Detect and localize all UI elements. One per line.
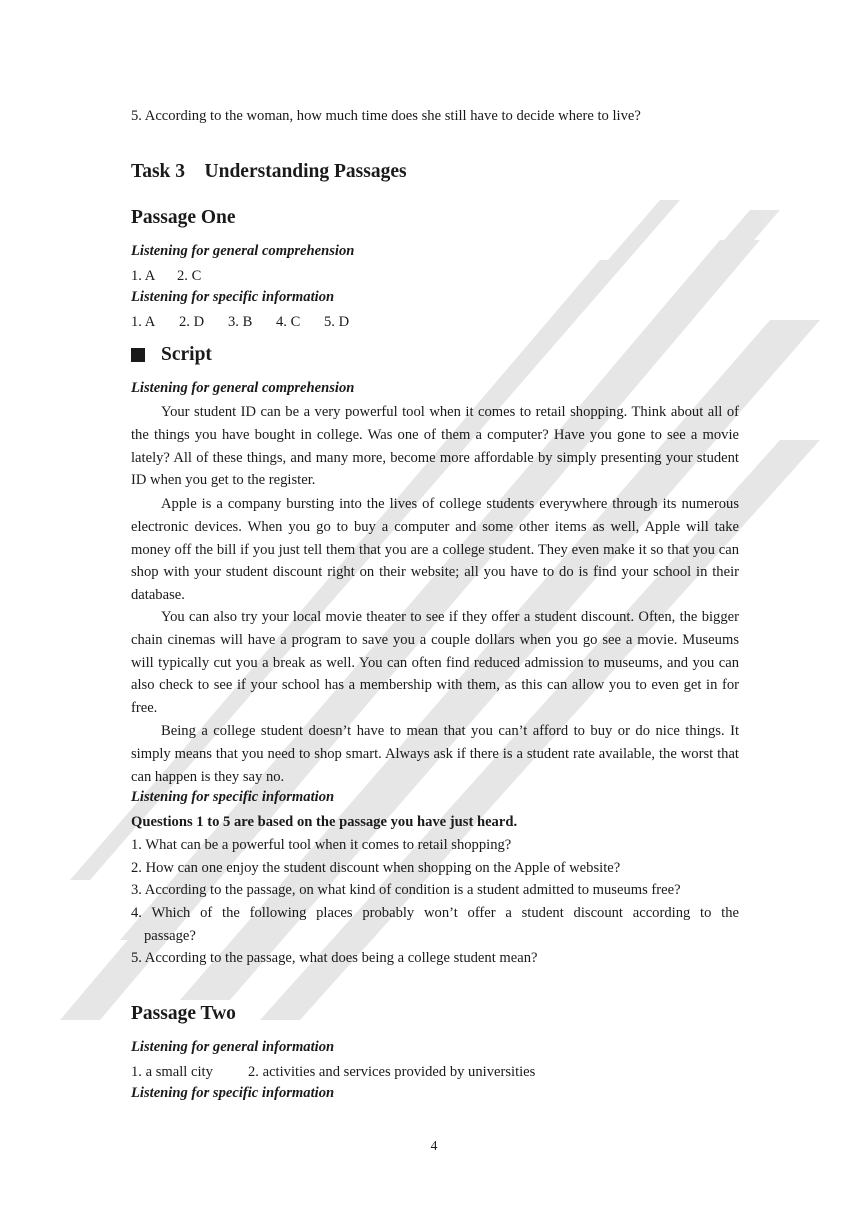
answer: 2. D	[179, 314, 205, 330]
square-bullet-icon	[131, 348, 145, 362]
answer: 1. a small city	[131, 1064, 213, 1080]
question-3: 3. According to the passage, on what kind of condition is a student admitted to museums free?	[131, 882, 681, 898]
answer: 2. activities and services provided by universities	[248, 1064, 536, 1080]
question-1: 1. What can be a powerful tool when it comes to retail shopping?	[131, 837, 512, 853]
script-general-label: Listening for general comprehension	[131, 380, 355, 396]
script-paragraph-3: You can also try your local movie theater to see if they offer a student discount. Often, the bigger chain cinemas will have a program to save you a couple dollars when you go see a movie. Museums will typically cut you a break as well. You can often find reduced admission to museums, and you can also check to see if your school has a membership with them, as this can allow you to even get in for free.	[131, 609, 739, 717]
question-4: 4. Which of the following places probably won’t offer a student discount according to the passage?	[131, 905, 739, 944]
question-2: 2. How can one enjoy the student discount when shopping on the Apple of website?	[131, 860, 621, 876]
prev-question-5: 5. According to the woman, how much time does she still have to decide where to live?	[131, 108, 641, 124]
script-heading-text: Script	[161, 344, 212, 365]
answer: 2. C	[177, 268, 202, 284]
answer: 1. A	[131, 268, 156, 284]
script-paragraph-4: Being a college student doesn’t have to mean that you can’t afford to buy or do nice things. It simply means that you need to shop smart. Always ask if there is a student rate available, the worst that can happen is they say no.	[131, 723, 739, 785]
p1-general-label: Listening for general comprehension	[131, 243, 355, 259]
p1-specific-answers	[131, 311, 349, 334]
questions-intro: Questions 1 to 5 are based on the passage you have just heard.	[131, 814, 518, 830]
answer: 4. C	[276, 314, 301, 330]
p2-general-label: Listening for general information	[131, 1039, 335, 1055]
p2-general-answers	[131, 1061, 535, 1084]
passage-two-heading: Passage Two	[131, 1003, 236, 1024]
script-specific-label: Listening for specific information	[131, 789, 335, 805]
question-5: 5. According to the passage, what does being a college student mean?	[131, 950, 538, 966]
p1-specific-label: Listening for specific information	[131, 289, 335, 305]
answer: 1. A	[131, 314, 156, 330]
task-heading: Task 3 Understanding Passages	[131, 161, 407, 182]
script-paragraph-2: Apple is a company bursting into the lives of college students everywhere through its numerous electronic devices. When you go to buy a computer and some other items as well, Apple will take money off the bill if you just tell them that you are a college student. They even make it so that you can shop with your student discount right on their website; all you have to do is find your school in their database.	[131, 496, 739, 604]
script-paragraph-1: Your student ID can be a very powerful tool when it comes to retail shopping. Think about all of the things you have bought in college. Was one of them a computer? Have you gone to see a movie lately? All of these things, and many more, become more affordable by simply presenting your student ID when you get to the register.	[131, 404, 739, 489]
passage-one-heading: Passage One	[131, 207, 236, 228]
answer: 5. D	[324, 314, 350, 330]
page-number: 4	[430, 1138, 438, 1153]
p2-specific-label: Listening for specific information	[131, 1085, 335, 1101]
p1-general-answers	[131, 265, 201, 288]
script-heading	[131, 344, 212, 366]
answer: 3. B	[228, 314, 253, 330]
